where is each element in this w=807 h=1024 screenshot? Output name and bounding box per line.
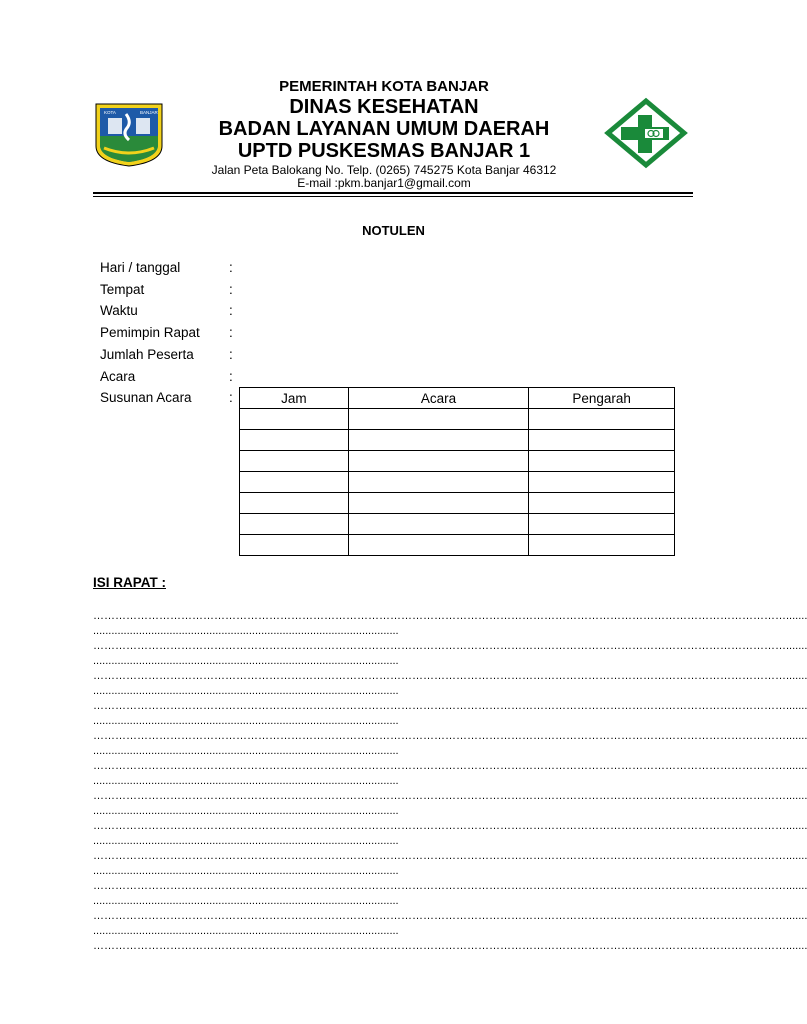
table-cell[interactable] <box>240 493 349 514</box>
table-cell[interactable] <box>240 472 349 493</box>
table-cell[interactable] <box>348 514 529 535</box>
table-cell[interactable] <box>529 472 675 493</box>
table-row <box>240 430 675 451</box>
table-cell[interactable] <box>348 535 529 556</box>
table-cell[interactable] <box>240 514 349 535</box>
field-label-participants: Jumlah Peserta <box>100 347 194 362</box>
column-header-time: Jam <box>240 388 349 409</box>
dotted-line-long[interactable]: ………………………………………………………………………………………………………………………………………………………………………....... <box>93 610 807 622</box>
emblem-text-right: BANJAR <box>140 110 158 115</box>
header-rule-thick <box>93 192 693 194</box>
dotted-line-long[interactable]: ………………………………………………………………………………………………………………………………………………………………………....... <box>93 640 807 652</box>
dotted-line-long[interactable]: ………………………………………………………………………………………………………………………………………………………………………....... <box>93 850 807 862</box>
dotted-line-long[interactable]: ………………………………………………………………………………………………………………………………………………………………………....... <box>93 880 807 892</box>
table-row <box>240 514 675 535</box>
column-header-event: Acara <box>348 388 529 409</box>
table-cell[interactable] <box>348 430 529 451</box>
dotted-line-long[interactable]: ………………………………………………………………………………………………………………………………………………………………………....... <box>93 940 807 952</box>
dotted-line-long[interactable]: ………………………………………………………………………………………………………………………………………………………………………....... <box>93 700 807 712</box>
dotted-line-long[interactable]: ………………………………………………………………………………………………………………………………………………………………………....... <box>93 910 807 922</box>
health-office-logo <box>606 99 686 167</box>
table-cell[interactable] <box>529 514 675 535</box>
dotted-line-short[interactable]: .................................................................................................... <box>93 715 399 727</box>
table-row <box>240 451 675 472</box>
field-label-time: Waktu <box>100 303 138 318</box>
header-department: DINAS KESEHATAN <box>289 96 479 118</box>
field-colon: : <box>229 369 233 384</box>
table-row <box>240 535 675 556</box>
dotted-line-long[interactable]: ………………………………………………………………………………………………………………………………………………………………………....... <box>93 670 807 682</box>
dotted-line-short[interactable]: .................................................................................................... <box>93 835 399 847</box>
field-label-agenda: Susunan Acara <box>100 390 192 405</box>
dotted-line-short[interactable]: .................................................................................................... <box>93 625 399 637</box>
dotted-line-short[interactable]: .................................................................................................... <box>93 745 399 757</box>
city-emblem-logo <box>94 102 164 168</box>
field-colon: : <box>229 347 233 362</box>
header-address: Jalan Peta Balokang No. Telp. (0265) 745275 Kota Banjar 46312 <box>211 163 557 177</box>
dotted-line-short[interactable]: .................................................................................................... <box>93 775 399 787</box>
dotted-line-long[interactable]: ………………………………………………………………………………………………………………………………………………………………………....... <box>93 730 807 742</box>
table-header-row <box>240 388 675 409</box>
agenda-table <box>239 387 675 556</box>
table-row <box>240 409 675 430</box>
header-rule-thin <box>93 196 693 197</box>
emblem-text-left: KOTA <box>104 110 116 115</box>
field-colon: : <box>229 260 233 275</box>
dotted-line-long[interactable]: ………………………………………………………………………………………………………………………………………………………………………....... <box>93 820 807 832</box>
document-title: NOTULEN <box>362 223 425 238</box>
field-colon: : <box>229 325 233 340</box>
table-cell[interactable] <box>240 451 349 472</box>
minutes-content-title: ISI RAPAT : <box>93 575 166 590</box>
table-cell[interactable] <box>348 493 529 514</box>
dotted-line-short[interactable]: .................................................................................................... <box>93 805 399 817</box>
table-cell[interactable] <box>529 430 675 451</box>
header-government: PEMERINTAH KOTA BANJAR <box>279 78 489 95</box>
column-header-director: Pengarah <box>529 388 675 409</box>
field-colon: : <box>229 282 233 297</box>
table-cell[interactable] <box>529 493 675 514</box>
table-cell[interactable] <box>348 409 529 430</box>
field-label-date: Hari / tanggal <box>100 260 181 275</box>
header-email: E-mail :pkm.banjar1@gmail.com <box>297 176 471 190</box>
dotted-line-short[interactable]: .................................................................................................... <box>93 655 399 667</box>
dotted-line-long[interactable]: ………………………………………………………………………………………………………………………………………………………………………....... <box>93 760 807 772</box>
field-label-chair: Pemimpin Rapat <box>100 325 200 340</box>
table-cell[interactable] <box>529 409 675 430</box>
dotted-line-short[interactable]: .................................................................................................... <box>93 865 399 877</box>
field-colon: : <box>229 390 233 405</box>
table-cell[interactable] <box>240 430 349 451</box>
table-cell[interactable] <box>240 409 349 430</box>
table-row <box>240 472 675 493</box>
field-label-place: Tempat <box>100 282 145 297</box>
table-row <box>240 493 675 514</box>
dotted-line-short[interactable]: .................................................................................................... <box>93 895 399 907</box>
header-unit: UPTD PUSKESMAS BANJAR 1 <box>237 140 531 162</box>
dotted-line-long[interactable]: ………………………………………………………………………………………………………………………………………………………………………....... <box>93 790 807 802</box>
field-label-event: Acara <box>100 369 136 384</box>
table-cell[interactable] <box>529 451 675 472</box>
field-colon: : <box>229 303 233 318</box>
table-cell[interactable] <box>348 451 529 472</box>
dotted-line-short[interactable]: .................................................................................................... <box>93 685 399 697</box>
header-agency: BADAN LAYANAN UMUM DAERAH <box>218 118 550 140</box>
dotted-line-short[interactable]: .................................................................................................... <box>93 925 399 937</box>
table-cell[interactable] <box>348 472 529 493</box>
table-cell[interactable] <box>240 535 349 556</box>
table-cell[interactable] <box>529 535 675 556</box>
